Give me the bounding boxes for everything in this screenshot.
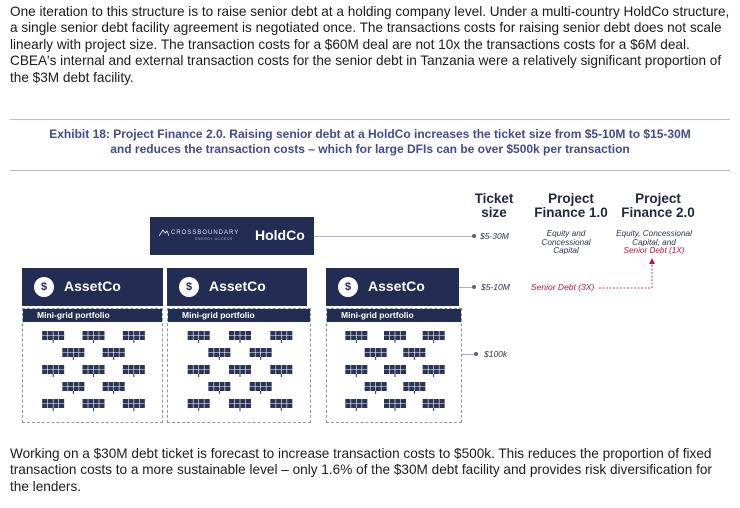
solar-panel-icon [229,399,251,411]
exhibit-title-line-2: and reduces the transaction costs – which for large DFIs can be over $500k per transaction [110,142,630,156]
header-pf1-line-1: Project [548,191,594,206]
solar-panel-icon [83,399,105,411]
header-ticket-line-1: Ticket [474,191,514,206]
holdco-pf2-line-2: Capital, and [632,237,676,247]
holdco-box [150,217,314,255]
solar-panel-icon [83,365,105,377]
holdco-pf1-text [529,230,603,256]
holdco-connector-dot [472,234,476,238]
holdco-pf1-line-2: Concessional [541,237,591,247]
holdco-pf1-line-1: Equity and [546,229,586,238]
solar-panel-icon [270,331,292,343]
assetco-label: AssetCo [64,278,121,294]
portfolio-label: Mini-grid portfolio [23,309,162,322]
solar-panels-grid [327,331,461,421]
solar-panel-icon [345,399,367,411]
solar-panel-icon [270,399,292,411]
solar-panel-icon [250,382,272,394]
solar-panel-icon [188,365,210,377]
solar-panel-icon [42,399,64,411]
solar-panel-icon [423,399,445,411]
money-bag-icon: $ [338,277,358,297]
holdco-connector-line [314,236,472,237]
solar-panel-icon [229,365,251,377]
solar-panel-icon [345,331,367,343]
solar-panel-icon [403,382,425,394]
solar-panel-icon [103,382,125,394]
solar-panel-icon [62,382,84,394]
solar-panel-icon [384,399,406,411]
holdco-pf2-text [604,230,704,256]
solar-panel-icon [62,348,84,360]
portfolio-label: Mini-grid portfolio [327,309,461,322]
money-bag-icon: $ [34,277,54,297]
solar-panel-icon [423,331,445,343]
exhibit-title-line-1: Exhibit 18: Project Finance 2.0. Raising senior debt at a HoldCo increases the ticket size from $5-10M to $15-30M [49,127,691,141]
solar-panel-icon [208,348,230,360]
solar-panel-icon [103,348,125,360]
crossboundary-logo [159,230,249,241]
portfolio-label: Mini-grid portfolio [168,309,310,322]
header-pf2-line-2: Finance 2.0 [621,205,695,220]
holdco-ticket-size: $5-30M [480,231,509,241]
solar-panel-icon [423,365,445,377]
solar-panel-icon [123,331,145,343]
assetco-senior-debt-label: Senior Debt (3X) [531,282,595,292]
solar-panel-icon [229,331,251,343]
portfolio-ticket-size: $100k [484,349,508,359]
holdco-senior-debt-label: Senior Debt (1X) [623,246,685,255]
solar-panel-icon [365,348,387,360]
solar-panel-icon [123,399,145,411]
solar-panel-icon [42,331,64,343]
solar-panel-icon [345,365,367,377]
senior-debt-shift-arrow [597,258,657,298]
solar-panel-icon [42,365,64,377]
closing-paragraph: Working on a $30M debt ticket is forecast to increase transaction costs to $500k. This reduces the proportion of fixed transaction costs to a more sustainable level – only 1.6% of the $30M debt facility and provides risk diversification for the lenders. [10,446,712,494]
header-pf2-line-1: Project [635,191,681,206]
crossboundary-mark-icon [159,229,169,237]
portfolio-connector-dot [474,352,478,356]
header-project-finance-2 [615,192,701,220]
holdco-label: HoldCo [255,227,305,243]
solar-panel-icon [403,348,425,360]
exhibit-title [20,127,720,157]
solar-panel-icon [250,348,272,360]
intro-paragraph: One iteration to this structure is to raise senior debt at a holding company level. Under a multi-country HoldCo structure, a single senior debt facility agreement is negotiated once. The transactions costs for raising senior debt does not scale linearly with project size. The transaction costs for a $60M deal are not 10x the transactions costs for a $6M deal. CBEA's internal and external transaction costs for the senior debt in Tanzania were a relatively significant proportion of the $3M debt facility. [10,4,730,85]
holdco-pf2-line-1: Equity, Concessional [616,229,692,238]
portfolio-connector-line [462,354,474,355]
assetco-box-1 [22,268,163,306]
header-ticket-size [468,192,520,220]
solar-panel-icon [270,365,292,377]
mini-grid-portfolio-3 [326,308,462,423]
header-project-finance-1 [530,192,612,220]
solar-panel-icon [188,399,210,411]
mini-grid-portfolio-2 [167,308,311,423]
assetco-ticket-size: $5-10M [481,282,510,292]
logo-subtext: ENERGY ACCESS [195,237,233,241]
assetco-box-2 [167,268,307,306]
exhibit-top-rule [10,119,730,120]
solar-panel-icon [208,382,230,394]
assetco-box-3 [326,268,459,306]
assetco-connector-dot [472,285,476,289]
logo-text: CROSSBOUNDARY [171,230,240,236]
solar-panels-grid [168,331,310,421]
holdco-pf1-line-3: Capital [553,246,579,255]
solar-panel-icon [384,365,406,377]
exhibit-bottom-rule [10,170,730,171]
assetco-label: AssetCo [368,278,425,294]
solar-panel-icon [188,331,210,343]
header-pf1-line-2: Finance 1.0 [534,205,608,220]
money-bag-icon: $ [179,277,199,297]
solar-panel-icon [365,382,387,394]
header-ticket-line-2: size [481,205,507,220]
solar-panel-icon [83,331,105,343]
solar-panels-grid [23,331,162,421]
solar-panel-icon [384,331,406,343]
solar-panel-icon [123,365,145,377]
mini-grid-portfolio-1 [22,308,163,423]
assetco-label: AssetCo [209,278,266,294]
